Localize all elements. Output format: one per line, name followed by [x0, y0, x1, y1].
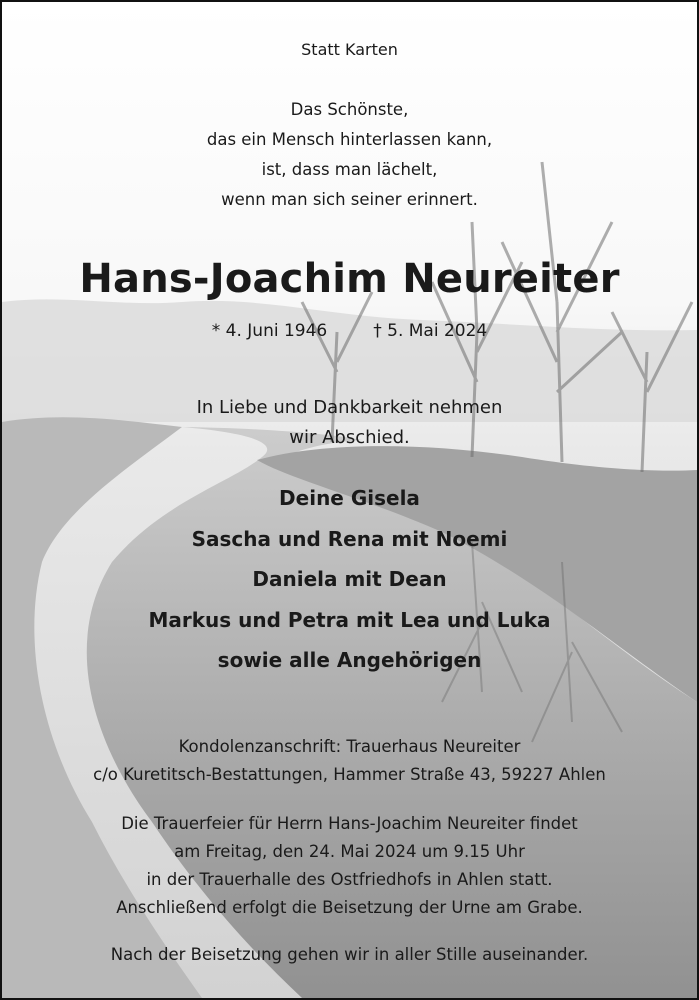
mourner-entry: Deine Gisela: [279, 486, 420, 510]
mourner-entry: Sascha und Rena mit Noemi: [191, 526, 508, 551]
farewell-text: [2, 393, 697, 453]
deceased-name: Hans-Joachim Neureiter: [79, 256, 620, 302]
death-date: † 5. Mai 2024: [373, 321, 488, 341]
notice-content: [2, 2, 697, 998]
poem: [2, 95, 697, 215]
farewell-line: In Liebe und Dankbarkeit nehmen: [196, 397, 503, 418]
address-line: c/o Kuretitsch-Bestattungen, Hammer Straße 43, 59227 Ahlen: [93, 765, 606, 784]
mourner-entry: sowie alle Angehörigen: [217, 648, 482, 672]
funeral-line: in der Trauerhalle des Ostfriedhofs in Ahlen statt.: [146, 870, 553, 889]
poem-line: wenn man sich seiner erinnert.: [221, 190, 478, 209]
life-dates: [2, 318, 697, 344]
poem-line: ist, dass man lächelt,: [261, 160, 438, 179]
farewell-line: wir Abschied.: [289, 427, 410, 448]
funeral-line: Anschließend erfolgt die Beisetzung der Urne am Grabe.: [116, 898, 583, 917]
birth-date: * 4. Juni 1946: [211, 321, 328, 341]
condolence-address: [2, 733, 697, 789]
funeral-details: [2, 810, 697, 922]
poem-line: das ein Mensch hinterlassen kann,: [206, 130, 493, 149]
mourners-list: [2, 478, 697, 681]
closing-line: Nach der Beisetzung gehen wir in aller Stille auseinander.: [110, 945, 589, 964]
intro-line: Statt Karten: [301, 40, 398, 59]
mourner-entry: Daniela mit Dean: [252, 567, 447, 591]
funeral-line: am Freitag, den 24. Mai 2024 um 9.15 Uhr: [174, 842, 525, 861]
address-line: Kondolenzanschrift: Trauerhaus Neureiter: [178, 737, 521, 756]
poem-line: Das Schönste,: [290, 100, 409, 119]
funeral-line: Die Trauerfeier für Herrn Hans-Joachim Neureiter findet: [121, 814, 578, 833]
mourner-entry: Markus und Petra mit Lea und Luka: [148, 607, 551, 632]
